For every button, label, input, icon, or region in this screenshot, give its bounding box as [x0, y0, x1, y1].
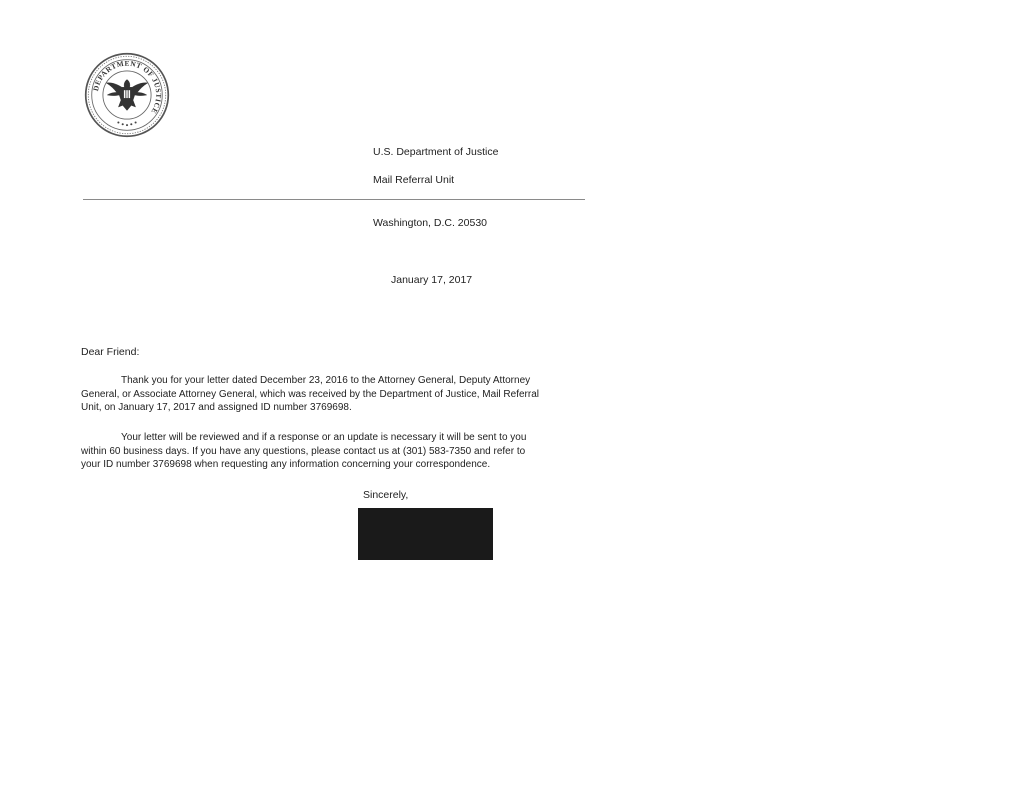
paragraph-line: within 60 business days. If you have any questions, please contact us at (301) 583-7350 and refer to — [81, 445, 526, 457]
unit-name: Mail Referral Unit — [373, 174, 455, 186]
doj-seal-icon — [84, 52, 170, 138]
closing: Sincerely, — [363, 489, 409, 501]
redacted-signature-block — [358, 508, 493, 560]
letter-date: January 17, 2017 — [391, 274, 473, 286]
paragraph-line: Unit, on January 17, 2017 and assigned ID number 3769698. — [81, 402, 352, 414]
salutation: Dear Friend: — [81, 346, 140, 358]
paragraph-line: your ID number 3769698 when requesting any information concerning your correspondence. — [81, 459, 491, 471]
letterhead-divider — [83, 199, 585, 200]
department-name: U.S. Department of Justice — [373, 146, 499, 158]
body-paragraph-2 — [81, 431, 587, 472]
paragraph-line: General, or Associate Attorney General, which was received by the Department of Justice, Mail Referral — [81, 388, 539, 400]
paragraph-line: Your letter will be reviewed and if a response or an update is necessary it will be sent to you — [121, 432, 527, 443]
body-paragraph-1 — [81, 374, 587, 415]
paragraph-line: Thank you for your letter dated December 23, 2016 to the Attorney General, Deputy Attorney — [121, 375, 531, 386]
svg-text:DEPARTMENT OF JUSTICE: DEPARTMENT OF JUSTICE — [91, 58, 164, 116]
letterhead-location: Washington, D.C. 20530 — [373, 217, 488, 229]
